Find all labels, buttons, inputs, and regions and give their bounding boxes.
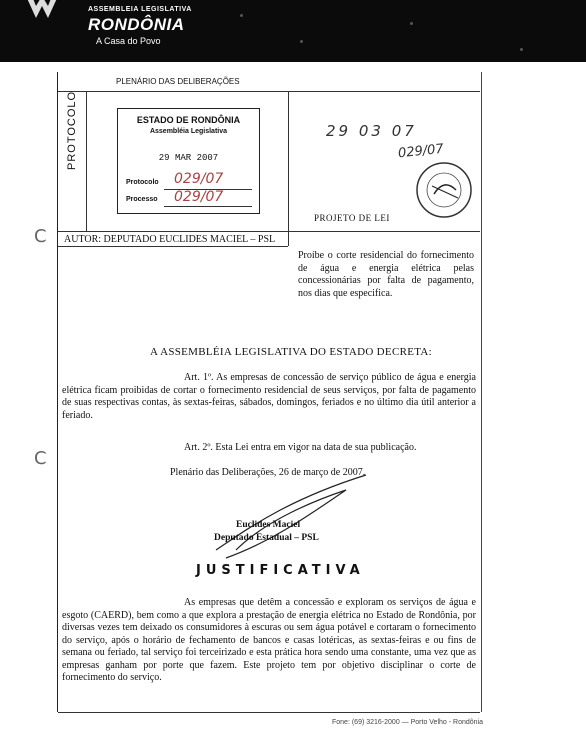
handwritten-signature bbox=[196, 470, 376, 560]
form-rule bbox=[288, 91, 289, 231]
handwritten-date: 29 03 07 bbox=[326, 122, 417, 140]
assembly-emblem-icon bbox=[22, 0, 62, 26]
form-rule bbox=[288, 231, 289, 246]
header-banner bbox=[0, 0, 586, 62]
binder-hole-mark: C bbox=[34, 448, 47, 469]
reception-stamp bbox=[117, 108, 260, 214]
form-rule bbox=[86, 91, 87, 231]
stamp-assembly: Assembléia Legislativa bbox=[149, 128, 228, 135]
round-seal-icon bbox=[414, 160, 474, 220]
bill-summary: Proíbe o corte residencial do fornecimento de água e energia elétrica pelas concessionárias por falta de pagamento, nos dias que especifica. bbox=[298, 250, 474, 299]
justification-text: As empresas que detêm a concessão e exploram os serviços de água e esgoto (CAERD), bem como a que explora a prestação de energia elétrica no Estado de Rondônia, por diversas vezes tem deixado os consumidores à escuras ou sem água potável e cortaram o fornecimento do serviço, após o horário de fechamento de bancos e casas lotéricas, as sextas-feiras e ou fins de semana ou feriado, tal serviço foi terceirizado e esta prática hora sendo uma constante, uma vez que as empresas ganham por porte que fazem. Este projeto tem por objetivo disciplinar o corte de fornecimento do serviço. bbox=[62, 597, 476, 683]
author-line: AUTOR: DEPUTADO EUCLIDES MACIEL – PSL bbox=[64, 234, 276, 245]
texture-speck bbox=[300, 40, 303, 43]
stamp-protocolo-label: Protocolo bbox=[126, 179, 159, 186]
logo-org-line: ASSEMBLEIA LEGISLATIVA bbox=[88, 6, 192, 13]
logo-state-name: RONDÔNIA bbox=[88, 15, 185, 34]
binder-hole-mark: C bbox=[34, 226, 47, 247]
protocolo-label: PROTOCOLO bbox=[66, 90, 78, 170]
footer-contact: Fone: (69) 3216-2000 — Porto Velho - Rondônia bbox=[332, 719, 483, 726]
signatory-role: Deputado Estadual – PSL bbox=[214, 533, 319, 543]
handwritten-number: 029/07 bbox=[397, 141, 445, 162]
article-1: Art. 1º. As empresas de concessão de serviço público de água e energia elétrica ficam proibidas de cortar o fornecimento residencial de seus serviços, por falta de pagamento de suas respectivas contas, às sextas-feiras, sábados, domingos, feriados e no último dia útil anterior a feriado. bbox=[62, 372, 476, 421]
texture-speck bbox=[410, 22, 413, 25]
texture-speck bbox=[520, 48, 523, 51]
form-rule bbox=[58, 91, 480, 92]
justification-title: JUSTIFICATIVA bbox=[196, 563, 365, 578]
plenary-date-line: Plenário das Deliberações, 26 de março de 2007. bbox=[170, 467, 366, 478]
form-rule bbox=[58, 231, 480, 232]
footer-rule bbox=[58, 712, 480, 713]
stamp-protocolo-value: 029/07 bbox=[174, 171, 224, 187]
logo-slogan: A Casa do Povo bbox=[96, 36, 161, 46]
stamp-state: ESTADO DE RONDÔNIA bbox=[136, 115, 241, 125]
projeto-de-lei-label: PROJETO DE LEI bbox=[314, 213, 390, 223]
stamp-date: 29 MAR 2007 bbox=[158, 153, 219, 163]
texture-speck bbox=[240, 14, 243, 17]
stamp-underline bbox=[164, 206, 252, 207]
assembly-logo bbox=[88, 6, 198, 56]
form-rule bbox=[58, 246, 288, 247]
signatory-name: Euclides Maciel bbox=[236, 520, 301, 530]
stamp-processo-value: 029/07 bbox=[174, 189, 224, 205]
article-2: Art. 2º. Esta Lei entra em vigor na data de sua publicação. bbox=[184, 442, 417, 453]
plenario-heading: PLENÁRIO DAS DELIBERAÇÕES bbox=[116, 77, 240, 86]
stamp-processo-label: Processo bbox=[126, 196, 158, 203]
decree-heading: A ASSEMBLÉIA LEGISLATIVA DO ESTADO DECRETA: bbox=[150, 346, 432, 358]
